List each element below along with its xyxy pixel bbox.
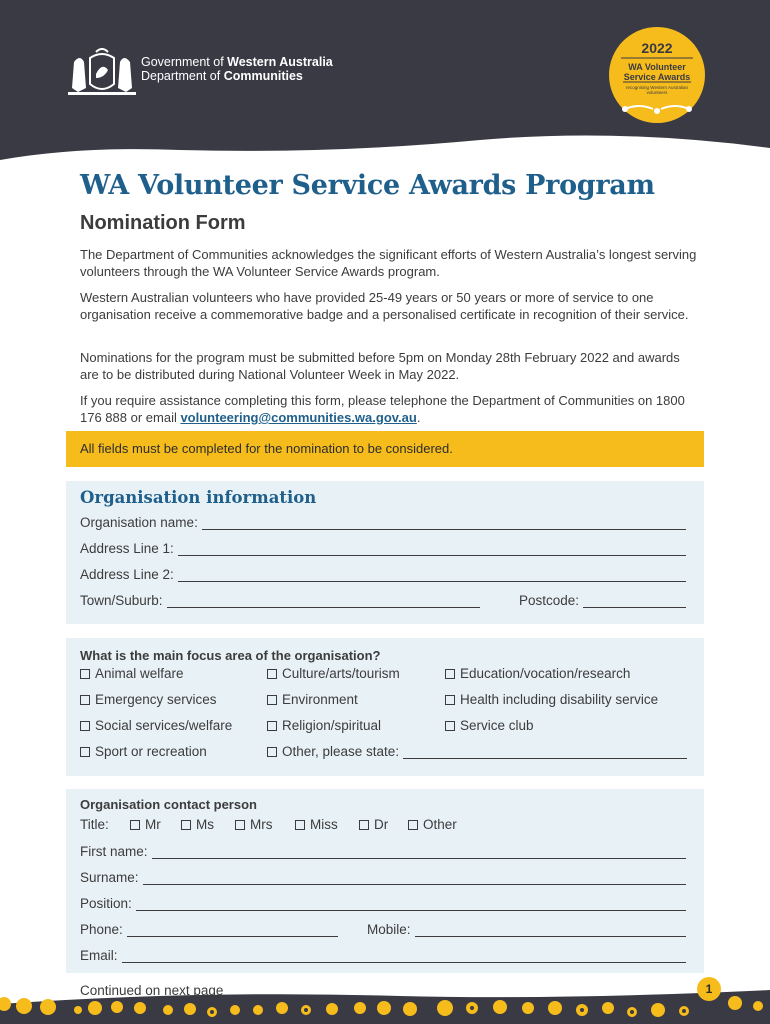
focus-checkbox[interactable]: Religion/spiritual <box>267 718 381 733</box>
page-header <box>0 0 770 175</box>
first-name-field[interactable]: First name: <box>80 844 686 859</box>
focus-checkbox[interactable]: Animal welfare <box>80 666 184 681</box>
email-link[interactable]: volunteering@communities.wa.gov.au <box>180 410 417 425</box>
form-subtitle: Nomination Form <box>80 212 246 234</box>
focus-checkbox[interactable]: Social services/welfare <box>80 718 232 733</box>
title-label: Title: <box>80 817 109 832</box>
focus-checkbox[interactable]: Culture/arts/tourism <box>267 666 400 681</box>
focus-other-field[interactable]: Other, please state: <box>267 744 687 759</box>
organisation-name-field[interactable]: Organisation name: <box>80 515 686 530</box>
intro-paragraph-4: If you require assistance completing this form, please telephone the Department of Communities on 1800 176 888 or email volunteering@communities.wa.gov.au. <box>80 393 685 425</box>
organisation-info-panel <box>66 481 704 624</box>
intro-paragraph-2: Western Australian volunteers who have provided 25-49 years or 50 years or more of service to one organisation receive a commemorative badge and a personalised certificate in recognition of their service. <box>80 290 689 322</box>
address-line-1-field[interactable]: Address Line 1: <box>80 541 686 556</box>
required-notice: All fields must be completed for the nomination to be considered. <box>66 431 704 467</box>
focus-checkbox[interactable]: Education/vocation/research <box>445 666 630 681</box>
surname-field[interactable]: Surname: <box>80 870 686 885</box>
focus-checkbox[interactable]: Environment <box>267 692 358 707</box>
title-checkbox[interactable]: Miss <box>295 817 338 832</box>
page-title: WA Volunteer Service Awards Program <box>80 170 655 201</box>
focus-checkbox[interactable]: Health including disability service <box>445 692 658 707</box>
title-checkbox[interactable]: Dr <box>359 817 388 832</box>
focus-area-question: What is the main focus area of the organisation? <box>80 648 381 663</box>
title-checkbox[interactable]: Mr <box>130 817 161 832</box>
position-field[interactable]: Position: <box>80 896 686 911</box>
badge-subtitle: recognising Western Australian volunteers <box>626 85 688 95</box>
town-suburb-field[interactable]: Town/Suburb: <box>80 593 480 608</box>
title-checkbox[interactable]: Other <box>408 817 457 832</box>
wa-crest-icon <box>66 48 138 98</box>
postcode-field[interactable]: Postcode: <box>519 593 686 608</box>
focus-checkbox[interactable]: Service club <box>445 718 534 733</box>
continued-note: Continued on next page <box>80 983 224 998</box>
focus-checkbox[interactable]: Sport or recreation <box>80 744 207 759</box>
intro-paragraph-1: The Department of Communities acknowledges the significant efforts of Western Australia’s longest serving volunteers through the WA Volunteer Service Awards program. <box>80 247 697 279</box>
contact-person-title: Organisation contact person <box>80 797 257 812</box>
organisation-info-title: Organisation information <box>80 488 317 507</box>
government-wordmark: Government of Western Australia Department of Communities <box>141 55 333 83</box>
badge-year: 2022 <box>641 40 673 56</box>
intro-paragraph-3: Nominations for the program must be submitted before 5pm on Monday 28th February 2022 and awards are to be distributed during National Volunteer Week in May 2022. <box>80 350 680 382</box>
focus-checkbox[interactable]: Emergency services <box>80 692 217 707</box>
address-line-2-field[interactable]: Address Line 2: <box>80 567 686 582</box>
page-number-badge: 1 <box>697 977 721 1001</box>
phone-field[interactable]: Phone: <box>80 922 338 937</box>
email-field[interactable]: Email: <box>80 948 686 963</box>
badge-title: WA Volunteer Service Awards <box>623 62 691 82</box>
contact-person-panel <box>66 789 704 973</box>
title-checkbox[interactable]: Ms <box>181 817 214 832</box>
mobile-field[interactable]: Mobile: <box>367 922 686 937</box>
title-checkbox[interactable]: Mrs <box>235 817 273 832</box>
focus-area-panel <box>66 638 704 776</box>
